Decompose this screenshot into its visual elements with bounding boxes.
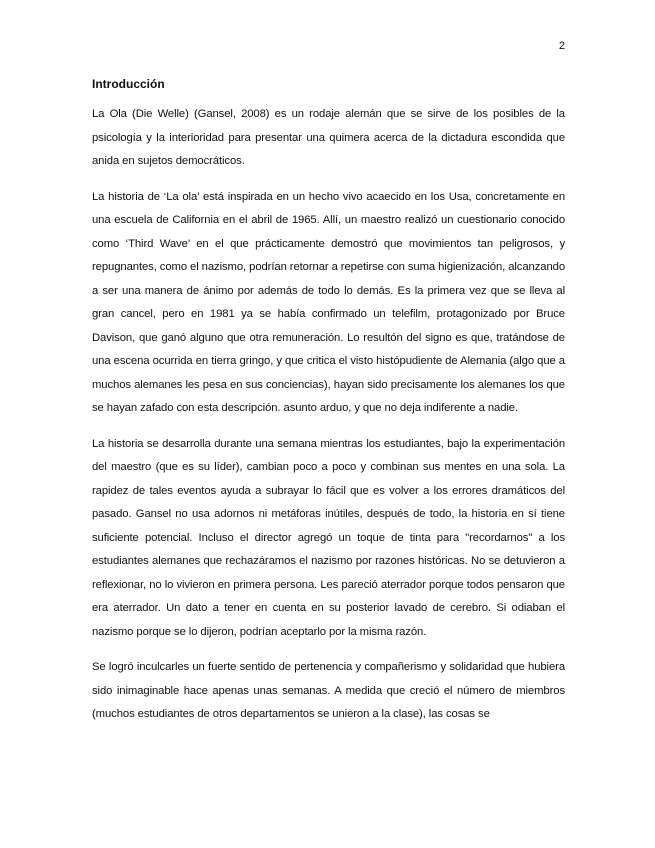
paragraph-4: Se logró inculcarles un fuerte sentido de pertenencia y compañerismo y solidaridad que hubiera sido inimaginable hace apenas unas semanas. A medida que creció el número de miembros (muchos estudiantes de otros departamentos se unieron a la clase), las cosas se: [92, 661, 565, 720]
paragraph-1: La Ola (Die Welle) (Gansel, 2008) es un rodaje alemán que se sirve de los posibles de la psicología y la interioridad para presentar una quimera acerca de la dictadura escondida que anida en sujetos democráticos.: [92, 108, 565, 167]
page-number: 2: [558, 40, 565, 52]
paragraph-3: La historia se desarrolla durante una semana mientras los estudiantes, bajo la experimentación del maestro (que es su líder), cambian poco a poco y combinan sus mentes en una sola. La rapidez de tales eventos ayuda a subrayar lo fácil que es volver a los errores dramáticos del pasado. Gansel no usa adornos ni metáforas inútiles, después de todo, la historia en sí tiene suficiente potencial. Incluso el director agregó un toque de tinta para "recordarnos" a los estudiantes alemanes que rechazáramos el nazismo por razones históricas. No se detuvieron a reflexionar, no lo vivieron en primera persona. Les pareció aterrador porque todos pensaron que era aterrador. Un dato a tener en cuenta en su posterior lavado de cerebro. Si odiaban el nazismo porque se lo dijeron, podrían aceptarlo por la misma razón.: [92, 437, 565, 638]
paragraph-2: La historia de ‘La ola’ está inspirada en un hecho vivo acaecido en los Usa, concretamente en una escuela de California en el abril de 1965. Allí, un maestro realizó un cuestionario conocido como ‘Third Wave’ en el que prácticamente demostró que movimientos tan peligrosos, y repugnantes, como el nazismo, podrían retornar a repetirse con suma higienización, alcanzando a ser una manera de ánimo por además de todo lo demás. Es la primera vez que se lleva al gran cancel, pero en 1981 ya se había confirmado un telefilm, protagonizado por Bruce Davison, que ganó alguno que otra remuneración. Lo resultón del signo es que, tratándose de una escena ocurrida en tierra gringo, y que critica el visto histópudiente de Alemania (algo que a muchos alemanes les pesa en sus conciencias), hayan sido precisamente los alemanes los que se hayan zafado con esta descripción. asunto arduo, y que no deja indiferente a nadie.: [92, 190, 565, 414]
section-heading: Introducción: [92, 77, 165, 91]
document-body: [92, 75, 565, 739]
